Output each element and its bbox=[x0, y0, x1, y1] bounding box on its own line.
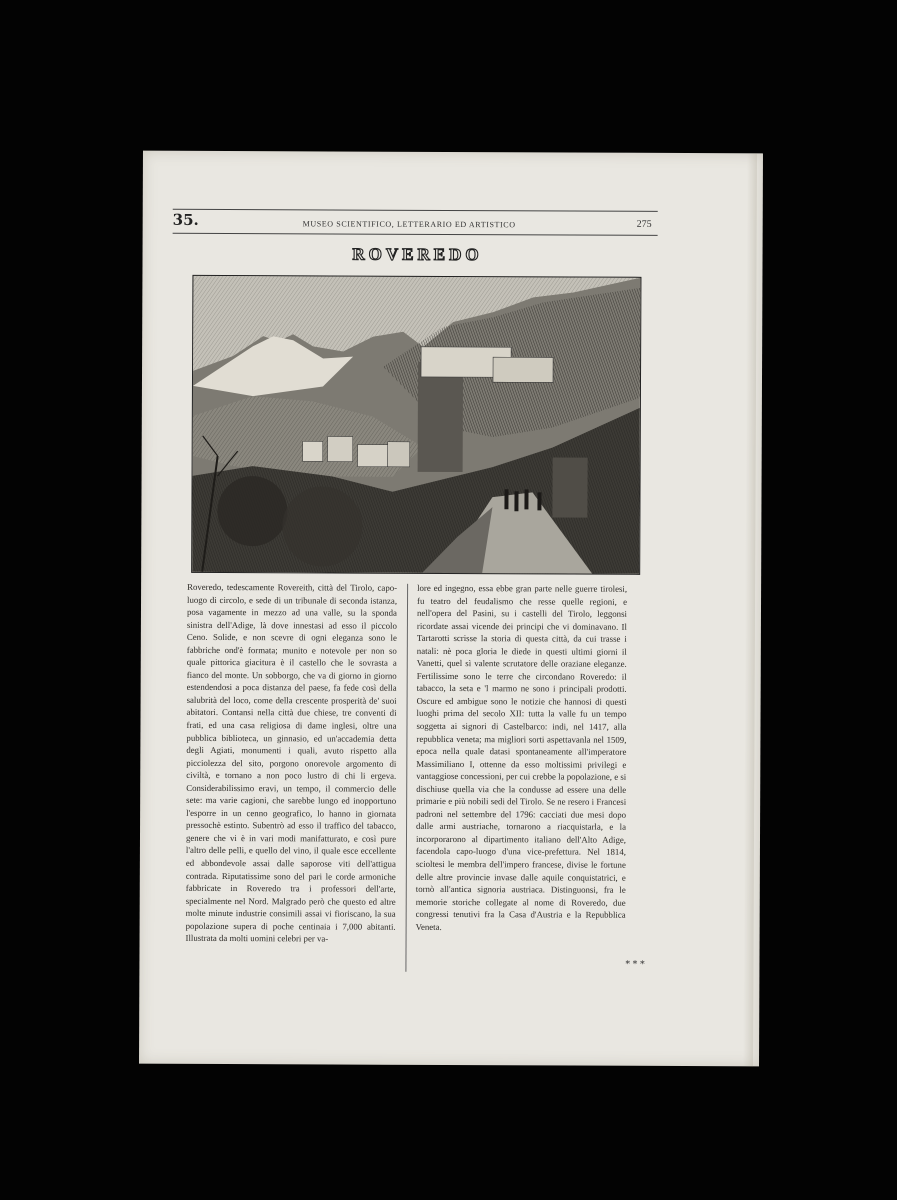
end-of-article-mark: * * * bbox=[625, 959, 645, 970]
printed-page bbox=[139, 151, 763, 1067]
header-rule-bottom bbox=[173, 233, 658, 236]
engraving-illustration bbox=[191, 275, 641, 575]
page-number: 275 bbox=[636, 218, 652, 230]
issue-number: 35. bbox=[172, 210, 199, 229]
column-divider bbox=[405, 584, 408, 972]
header-rule-top bbox=[173, 209, 658, 212]
engraving-landscape-image bbox=[192, 276, 640, 574]
article-column-right: lore ed ingegno, essa ebbe gran parte nelle guerre tirolesi, fu teatro del feudalismo che resse quelle regioni, e nell'opera del Pasini, su i castelli del Tirolo, leggonsi ricordate assai vicende dei principi che vi dominavano. Il Tartarotti scrisse la storia di questa città, da cui trasse i natali: nè poca gloria le diede in questi ultimi giorni il Vanetti, quel sì valente scrutatore delle oraziane eleganze. Fertilissime sono le terre che circondano Roveredo: il tabacco, la seta e 'l marmo ne sono i principali prodotti. Oscure ed ambigue sono le notizie che hannosi di questi luoghi prima del secolo XII: tutta la valle fu un tempo soggetta ai signori di Castelbarco: indi, nel 1417, alla repubblica veneta; ma migliori sorti aspettavanla nel 1509, epoca nella quale datasi spontaneamente all'imperatore Massimiliano I, ottenne da esso moltissimi privilegi e vantaggiose concessioni, per cui crebbe la popolazione, e si dischiuse quella via che la condusse ad essere una delle primarie e più nobili sedi del Tirolo. Se ne resero i Francesi padroni nel settembre del 1796: cacciati due mesi dopo dalle armi austriache, tornarono a riacquistarla, e la incorporarono al dipartimento italiano dell'Alto Adige, facendola capo-luogo d'una vice-prefettura. Nel 1814, scioltesi le membra dell'impero francese, divise le fortune delle altre provincie invase dalle aquile conquistatrici, e tornò all'antica signoria austriaca. Distinguonsi, fra le memorie storiche collegate al nome di Roveredo, due congressi tenutivi fra la Casa d'Austria e la Repubblica Veneta. bbox=[415, 582, 628, 932]
journal-running-head: MUSEO SCIENTIFICO, LETTERARIO ED ARTISTICO bbox=[302, 219, 516, 230]
article-column-left: Roveredo, tedescamente Rovereith, città del Tirolo, capo-luogo di circolo, e sede di un tribunale di seconda istanza, posa vagamente in mezzo ad una valle, su la sponda sinistra dell'Adige, là dove innestasi ad esso il piccolo Ceno. Solide, e non scevre di ogni eleganza sono le fabbriche ond'è formata; munito e notevole per non so quale pittorica giacitura è il castello che le sovrasta a fianco del monte. Un sobborgo, che va di giorno in giorno estendendosi a poca distanza del paese, fa fede così della salubrità del loco, come della crescente prosperità de' suoi abitatori. Contansi nella città due chiese, tre conventi di frati, ed una casa religiosa di dame inglesi, oltre una pubblica biblioteca, un ginnasio, ed un'accademia detta degli Agiati, monumenti i quali, avuto rispetto alla picciolezza del sito, porgono onorevole argomento di civiltà, e tornano a non poco lustro di chi li ergeva. Considerabilissimo eravi, un tempo, il commercio delle sete: ma varie cagioni, che sarebbe lungo ed inopportuno l'esporre in un cenno geografico, lo hanno in giornata pressochè estinto. Subentrò ad esso il traffico del tabacco, genere che vi è in vari modi manifatturato, e così pure l'altro delle pelli, e quello del vino, il quale esce eccellente ed abbondevole assai dalle saporose viti dell'attigua contrada. Riputatissime sono del pari le corde armoniche fabbricate in Roveredo tra i professori dell'arte, specialmente nel Nord. Malgrado però che questo ed altre molte minute industrie consimili assai vi fioriscano, la sua popolazione supera di poche centinaia i 7,000 abitanti. Illustrata da molti uomini celebri per va- bbox=[185, 581, 398, 944]
article-title: ROVEREDO bbox=[352, 244, 483, 265]
